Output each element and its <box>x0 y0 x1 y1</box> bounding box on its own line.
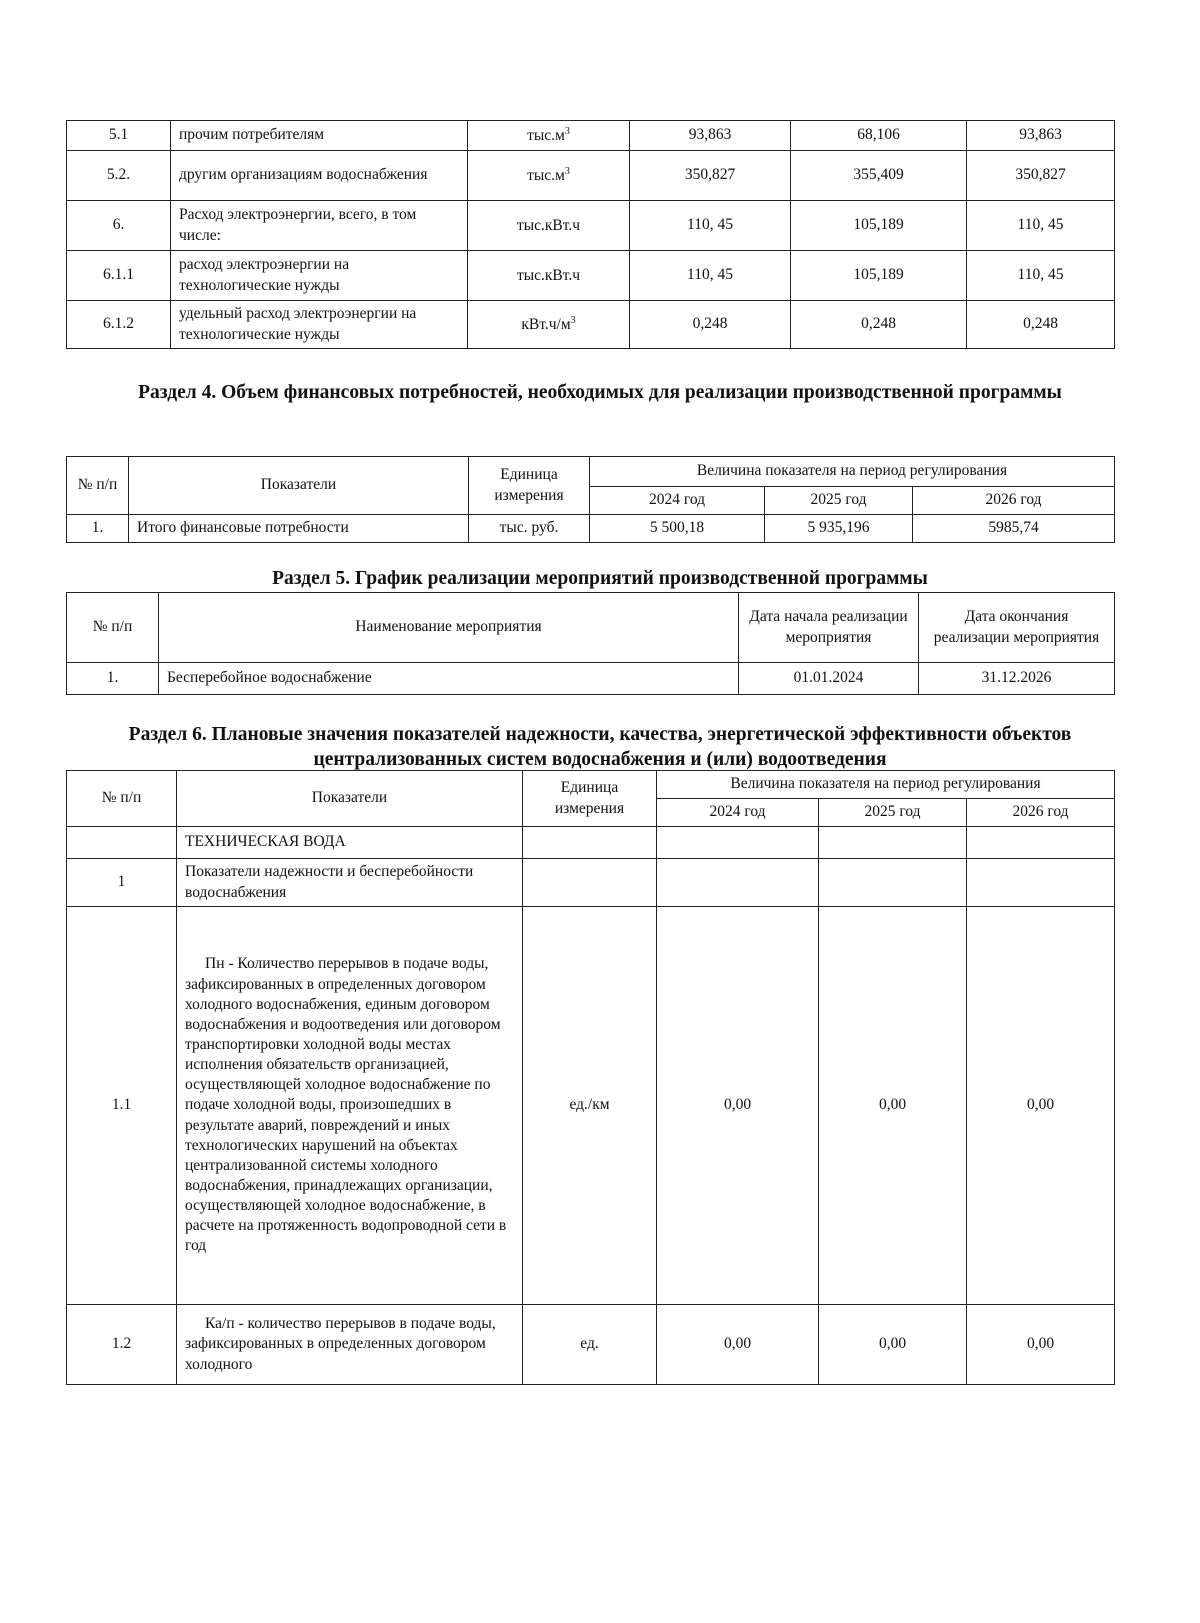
header-start: Дата начала реализации мероприятия <box>739 593 919 663</box>
value-2026: 0,248 <box>967 301 1115 349</box>
value-2025: 355,409 <box>791 151 967 201</box>
row-start: 01.01.2024 <box>739 663 919 695</box>
value-2025: 68,106 <box>791 121 967 151</box>
value-2024: 0,00 <box>657 1305 819 1385</box>
value-2026: 110, 45 <box>967 251 1115 301</box>
row-name: Показатели надежности и бесперебойности водоснабжения <box>177 859 523 907</box>
value-2024: 0,00 <box>657 907 819 1305</box>
header-name: Наименование мероприятия <box>159 593 739 663</box>
value-2024: 110, 45 <box>630 201 791 251</box>
row-name: прочим потребителям <box>171 121 468 151</box>
row-unit <box>468 301 630 349</box>
header-end: Дата окончания реализации мероприятия <box>919 593 1115 663</box>
header-num: № п/п <box>67 593 159 663</box>
header-period: Величина показателя на период регулирования <box>657 771 1115 799</box>
table-row <box>67 301 1115 349</box>
header-indicators: Показатели <box>177 771 523 827</box>
header-indicators: Показатели <box>129 457 469 515</box>
year-2026: 2026 год <box>913 487 1115 515</box>
unit-text: тыс.м <box>527 167 565 184</box>
value-2025: 0,00 <box>819 1305 967 1385</box>
row-unit: тыс. руб. <box>469 515 590 543</box>
water-energy-table <box>66 120 1115 349</box>
table-row <box>67 151 1115 201</box>
header-num: № п/п <box>67 457 129 515</box>
row-unit: ед./км <box>523 907 657 1305</box>
unit-exponent: 3 <box>570 314 576 326</box>
row-unit <box>468 121 630 151</box>
unit-text: тыс.кВт.ч <box>516 217 581 234</box>
group-label: ТЕХНИЧЕСКАЯ ВОДА <box>177 827 523 859</box>
row-unit: ед. <box>523 1305 657 1385</box>
row-name: Итого финансовые потребности <box>129 515 469 543</box>
year-2025: 2025 год <box>819 799 967 827</box>
value-2025: 105,189 <box>791 251 967 301</box>
value-2026: 350,827 <box>967 151 1115 201</box>
unit-text: тыс.м <box>527 127 565 144</box>
value-2026: 93,863 <box>967 121 1115 151</box>
unit-exponent: 3 <box>564 125 570 137</box>
header-period: Величина показателя на период регулирования <box>590 457 1115 487</box>
year-2025: 2025 год <box>765 487 913 515</box>
row-name: Пн - Количество перерывов в подаче воды, зафиксированных в определенных договором холодного водоснабжения, единым договором водоснабжения и водоотведения или договором транспортировки холодной воды местах исполнения обязательств организацией, осуществляющей холодное водоснабжение по подаче холодной воды, произошедших в результате аварий, повреждений и иных технологических нарушений на объектах централизованной системы холодного водоснабжения, принадлежащих организации, осуществляющей холодное водоснабжение, в расчете на протяженность водопроводной сети в год <box>177 907 523 1305</box>
row-name: Расход электроэнергии, всего, в том числе: <box>171 201 468 251</box>
value-2024: 350,827 <box>630 151 791 201</box>
row-name: другим организациям водоснабжения <box>171 151 468 201</box>
table-row <box>67 201 1115 251</box>
value-2026: 5985,74 <box>913 515 1115 543</box>
row-end: 31.12.2026 <box>919 663 1115 695</box>
table-row <box>67 251 1115 301</box>
row-num: 6.1.2 <box>67 301 171 349</box>
row-num: 6.1.1 <box>67 251 171 301</box>
header-num: № п/п <box>67 771 177 827</box>
row-num: 5.1 <box>67 121 171 151</box>
value-2024: 5 500,18 <box>590 515 765 543</box>
section-5-title: Раздел 5. График реализации мероприятий производственной программы <box>272 568 928 589</box>
table-row <box>67 121 1115 151</box>
year-2026: 2026 год <box>967 799 1115 827</box>
row-num: 1 <box>67 859 177 907</box>
row-unit <box>468 151 630 201</box>
value-2026: 110, 45 <box>967 201 1115 251</box>
value-2026: 0,00 <box>967 907 1115 1305</box>
header-unit: Единица измерения <box>523 771 657 827</box>
row-num: 5.2. <box>67 151 171 201</box>
row-name: Бесперебойное водоснабжение <box>159 663 739 695</box>
row-name: Ка/п - количество перерывов в подаче воды, зафиксированных в определенных договором холодного <box>177 1305 523 1385</box>
unit-text: тыс.кВт.ч <box>516 267 581 284</box>
header-unit: Единица измерения <box>469 457 590 515</box>
value-2024: 93,863 <box>630 121 791 151</box>
row-name: удельный расход электроэнергии на технологические нужды <box>171 301 468 349</box>
row-num: 1. <box>67 663 159 695</box>
unit-text: кВт.ч/м <box>521 316 571 333</box>
row-num: 6. <box>67 201 171 251</box>
row-num: 1.2 <box>67 1305 177 1385</box>
row-unit <box>468 201 630 251</box>
section-4-title: Раздел 4. Объем финансовых потребностей, необходимых для реализации производственной программы <box>138 382 1062 403</box>
value-2025: 0,248 <box>791 301 967 349</box>
value-2025: 5 935,196 <box>765 515 913 543</box>
financial-needs-table <box>66 456 1115 543</box>
row-num: 1.1 <box>67 907 177 1305</box>
section-6-title: Раздел 6. Плановые значения показателей надежности, качества, энергетической эффективности объектов централизованных систем водоснабжения и (или) водоотведения <box>128 724 1072 771</box>
schedule-table <box>66 592 1115 695</box>
value-2024: 110, 45 <box>630 251 791 301</box>
row-num: 1. <box>67 515 129 543</box>
value-2024: 0,248 <box>630 301 791 349</box>
unit-exponent: 3 <box>564 165 570 177</box>
value-2026: 0,00 <box>967 1305 1115 1385</box>
year-2024: 2024 год <box>657 799 819 827</box>
indicators-table <box>66 770 1115 1385</box>
row-name: расход электроэнергии на технологические нужды <box>171 251 468 301</box>
value-2025: 0,00 <box>819 907 967 1305</box>
value-2025: 105,189 <box>791 201 967 251</box>
year-2024: 2024 год <box>590 487 765 515</box>
row-unit <box>468 251 630 301</box>
